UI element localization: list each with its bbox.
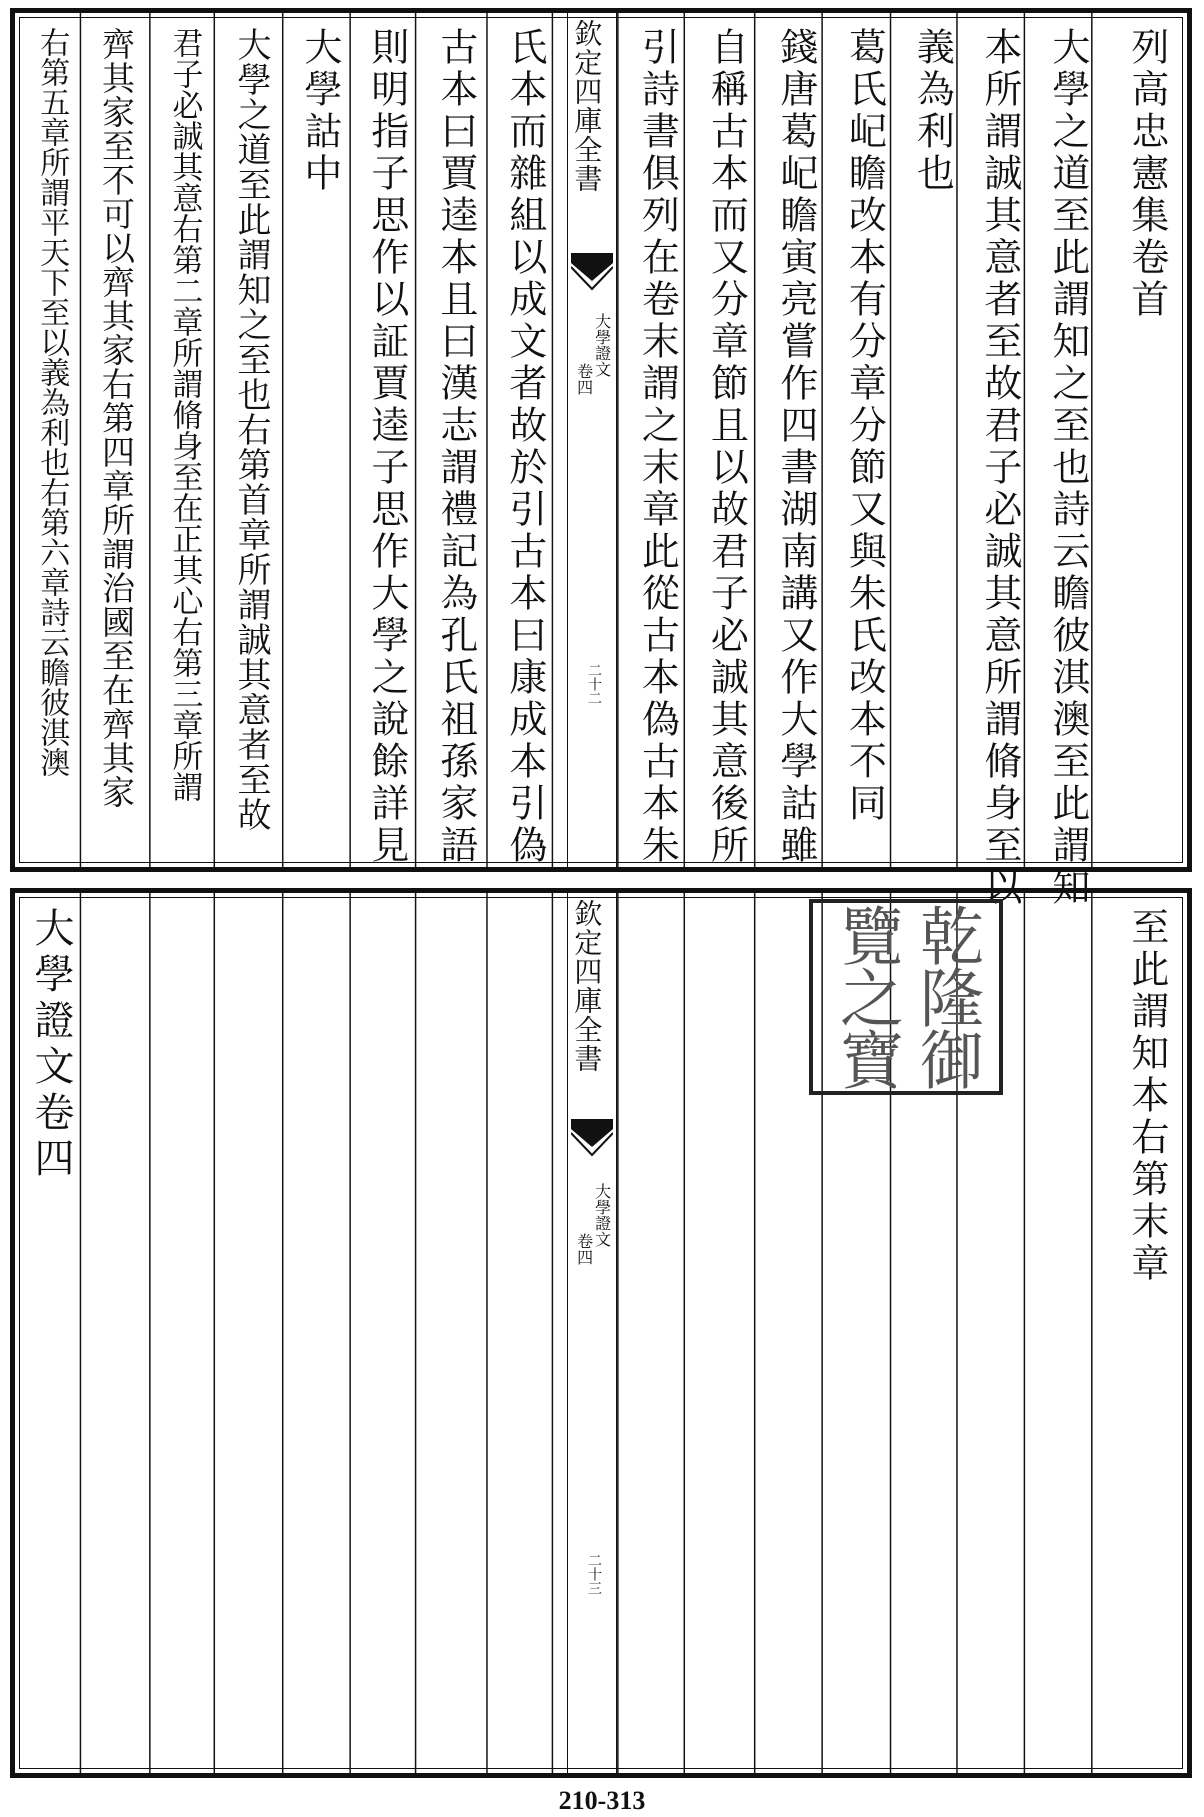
fishtail-mark-icon bbox=[571, 253, 613, 293]
closing-column-text: 至此謂知本右第末章 bbox=[1124, 907, 1169, 1285]
text-column-9 bbox=[491, 13, 557, 867]
imperial-seal-stamp bbox=[809, 899, 1003, 1095]
text-column-15 bbox=[81, 13, 151, 867]
center-subtitle-volume: 卷四 bbox=[574, 363, 594, 395]
text-column-7 bbox=[690, 13, 761, 867]
column-7-text: 自稱古本而又分章節且以故君子必誠其意後所 bbox=[704, 27, 749, 867]
center-subtitle-title: 大學證文 bbox=[592, 313, 612, 377]
center-subtitle-volume-bottom: 卷四 bbox=[574, 1233, 594, 1265]
closing-column bbox=[1111, 893, 1181, 1773]
bottom-page bbox=[10, 888, 1192, 1778]
column-16-text: 右第五章所謂平天下至以義為利也右第六章詩云瞻彼淇澳 bbox=[34, 27, 70, 777]
text-column-4 bbox=[898, 13, 965, 867]
text-column-3 bbox=[965, 13, 1033, 909]
column-5-text: 葛氏屺瞻改本有分章分節又與朱氏改本不同 bbox=[842, 27, 887, 825]
center-fold-column bbox=[567, 13, 617, 867]
center-fold-column-bottom bbox=[567, 893, 617, 1773]
column-15-text: 齊其家至不可以齊其家右第四章所謂治國至在齊其家 bbox=[96, 27, 136, 809]
text-column-14 bbox=[151, 13, 216, 867]
center-title: 欽定四庫全書 bbox=[570, 19, 604, 193]
column-3-text: 本所謂誠其意者至故君子必誠其意所謂脩身至以 bbox=[977, 27, 1022, 909]
column-2-text: 大學之道至此謂知之至也詩云瞻彼淇澳至此謂知 bbox=[1045, 27, 1090, 909]
text-column-1 bbox=[1111, 13, 1181, 867]
text-column-10 bbox=[419, 13, 491, 867]
fishtail-mark-icon-bottom bbox=[571, 1119, 613, 1159]
column-13-text: 大學之道至此謂知之至也右第首章所謂誠其意者至故 bbox=[231, 27, 272, 832]
column-8-text: 引詩書俱列在卷末謂之末章此從古本偽古本朱 bbox=[635, 27, 680, 867]
volume-end-text: 大學證文卷四 bbox=[28, 907, 74, 1183]
column-12-text: 大學詁中 bbox=[297, 27, 342, 195]
center-title-bottom: 欽定四庫全書 bbox=[570, 899, 604, 1073]
center-subtitle-title-bottom: 大學證文 bbox=[592, 1183, 612, 1247]
volume-end-column bbox=[21, 893, 81, 1773]
column-4-text: 義為利也 bbox=[910, 27, 955, 195]
text-column-13 bbox=[216, 13, 285, 867]
text-column-6 bbox=[761, 13, 829, 867]
text-column-5 bbox=[829, 13, 898, 867]
column-10-text: 古本曰賈逵本且曰漢志謂禮記為孔氏祖孫家語 bbox=[433, 27, 478, 867]
center-page-number: 二十二 bbox=[586, 663, 602, 705]
text-column-2 bbox=[1033, 13, 1101, 909]
column-14-text: 君子必誠其意右第二章所謂脩身至在正其心右第三章所謂 bbox=[166, 27, 203, 802]
seal-text: 乾隆御覽之寶 bbox=[829, 903, 983, 1089]
column-6-text: 錢唐葛屺瞻寅亮嘗作四書湖南講又作大學詁雖 bbox=[773, 27, 818, 867]
text-column-8 bbox=[623, 13, 690, 867]
center-page-number-bottom: 二十三 bbox=[586, 1553, 602, 1595]
page-footer-number: 210-313 bbox=[558, 1786, 646, 1815]
text-column-16 bbox=[21, 13, 81, 867]
column-1-text: 列高忠憲集卷首 bbox=[1124, 27, 1169, 321]
text-column-11 bbox=[353, 13, 419, 867]
column-9-text: 氏本而雜組以成文者故於引古本曰康成本引偽 bbox=[502, 27, 547, 867]
text-column-12 bbox=[285, 13, 353, 867]
top-page bbox=[10, 8, 1192, 909]
column-11-text: 則明指子思作以証賈逵子思作大學之說餘詳見 bbox=[364, 27, 409, 867]
